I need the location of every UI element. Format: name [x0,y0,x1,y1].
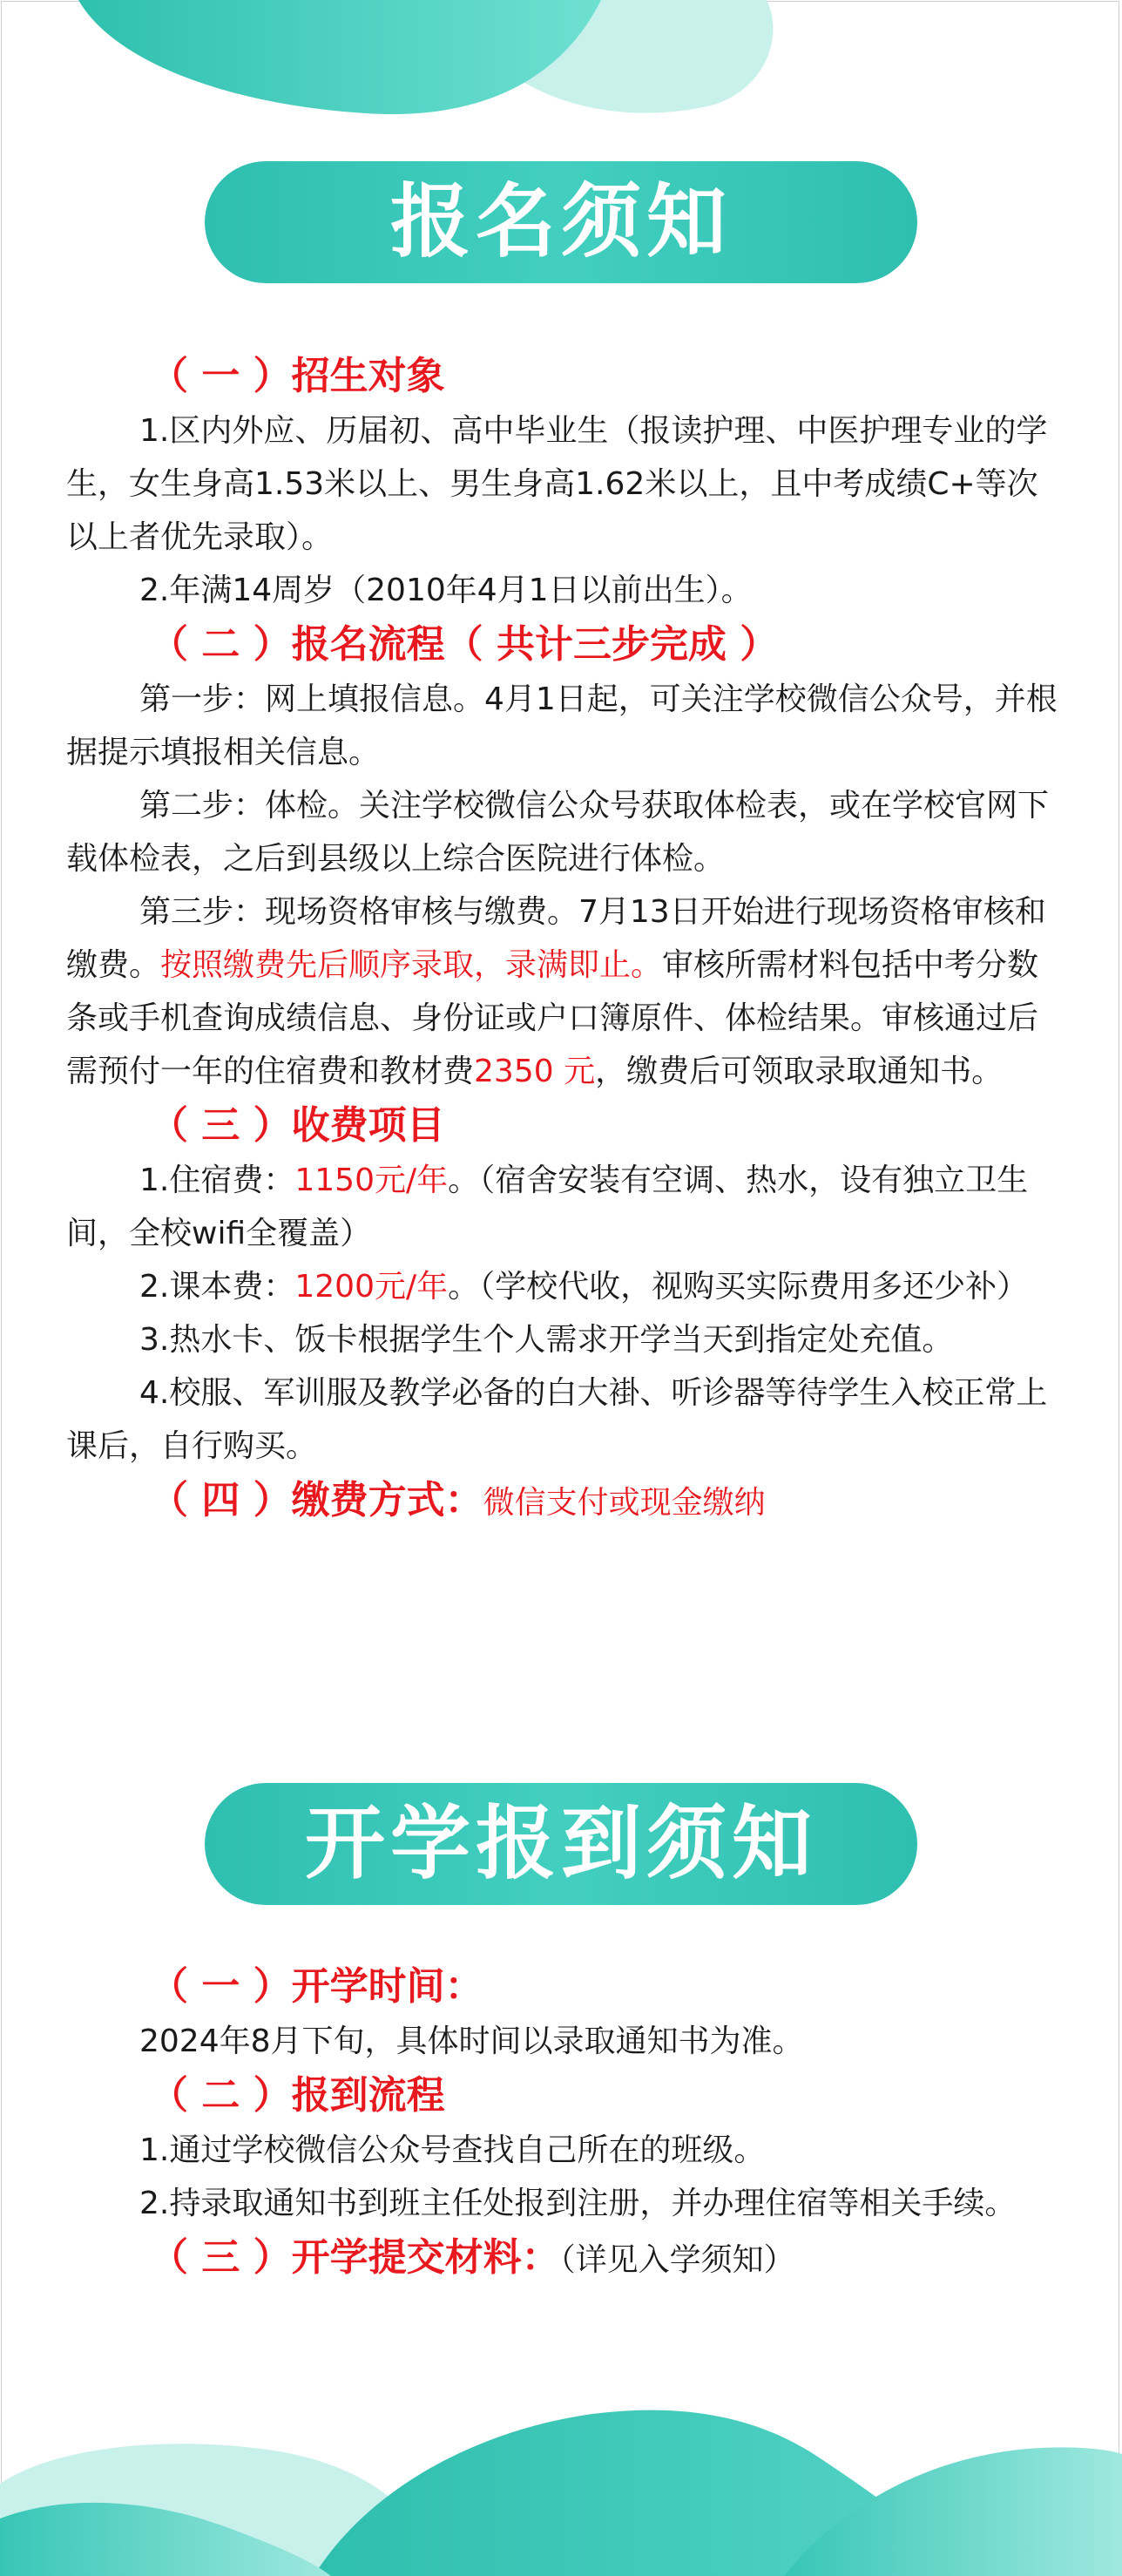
fee-item-1 [66,1154,1059,1260]
step3-amount: 2350 元 [474,1054,596,1089]
section-banner-registration: 报名须知 [205,161,917,283]
process-step-3 [66,885,1059,1098]
payment-method-note: 微信支付或现金缴纳 [483,1485,766,1521]
heading-registration-process: （ 二 ）报名流程（ 共计三步完成 ） [150,622,779,667]
heading-fees: （ 三 ）收费项目 [150,1103,445,1148]
fee-item-2 [66,1260,1059,1313]
enrollment-item-2: 2.年满14周岁（2010年4月1日以前出生）。 [139,573,753,608]
heading-enrollment-target: （ 一 ）招生对象 [150,354,445,398]
heading-payment-method [66,1473,1059,1531]
top-wave-decoration [0,0,1122,131]
bottom-wave-decoration [0,2353,1122,2576]
fee1-label: 1.住宿费： [139,1163,295,1198]
fee2-note: 。（学校代收，视购买实际费用多还少补） [448,1269,1029,1305]
heading-report-process: （ 二 ）报到流程 [150,2073,445,2118]
step3-text-c: ，缴费后可领取录取通知书。 [595,1054,1004,1089]
process-step-2: 第二步：体检。关注学校微信公众号获取体检表，或在学校官网下载体检表，之后到县级以上综合医院进行体检。 [66,788,1050,877]
step3-text-b: 审核所需材料包括中考分数条或手机查询成绩信息、身份证或户口簿原件、体检结果。审核通过后需预付一年的住宿费和教材费 [66,947,1039,1089]
report-step-1: 1.通过学校微信公众号查找自己所在的班级。 [139,2132,766,2168]
heading-opening-time: （ 一 ）开学时间： [150,1964,483,2009]
heading-submit-materials [66,2230,1059,2288]
registration-content [66,349,1059,1531]
fee-item-4: 4.校服、军训服及教学必备的白大褂、听诊器等待学生入校正常上课后，自行购买。 [66,1375,1048,1464]
fee2-amount: 1200元/年 [294,1269,449,1305]
enrollment-item-1: 1.区内外应、历届初、高中毕业生（报读护理、中医护理专业的学生，女生身高1.53米以上、男生身高1.62米以上，且中考成绩C+等次以上者优先录取）。 [66,413,1048,555]
submit-materials-note: （详见入学须知） [559,2242,795,2278]
step3-text-a: 第三步：现场资格审核与缴费。7月13日开始进行现场资格审核和缴费。 [66,894,1046,983]
school-opening-content [66,1959,1059,2288]
process-step-1: 第一步：网上填报信息。4月1日起，可关注学校微信公众号，并根据提示填报相关信息。 [66,681,1058,770]
step3-highlight: 按照缴费先后顺序录取，录满即止。 [160,947,663,983]
opening-time-text: 2024年8月下旬，具体时间以录取通知书为准。 [139,2024,804,2059]
report-step-2: 2.持录取通知书到班主任处报到注册，并办理住宿等相关手续。 [139,2186,1017,2221]
submit-materials-label: （ 三 ）开学提交材料： [150,2235,560,2280]
payment-heading-label: （ 四 ）缴费方式： [150,1478,483,1522]
section-banner-school-opening: 开学报到须知 [205,1783,917,1905]
fee1-amount: 1150元/年 [294,1163,449,1198]
fee2-label: 2.课本费： [139,1269,295,1305]
fee1-note: 。（宿舍安装有空调、热水，设有独立卫生间，全校wifi全覆盖） [66,1163,1029,1251]
fee-item-3: 3.热水卡、饭卡根据学生个人需求开学当天到指定处充值。 [139,1322,954,1358]
